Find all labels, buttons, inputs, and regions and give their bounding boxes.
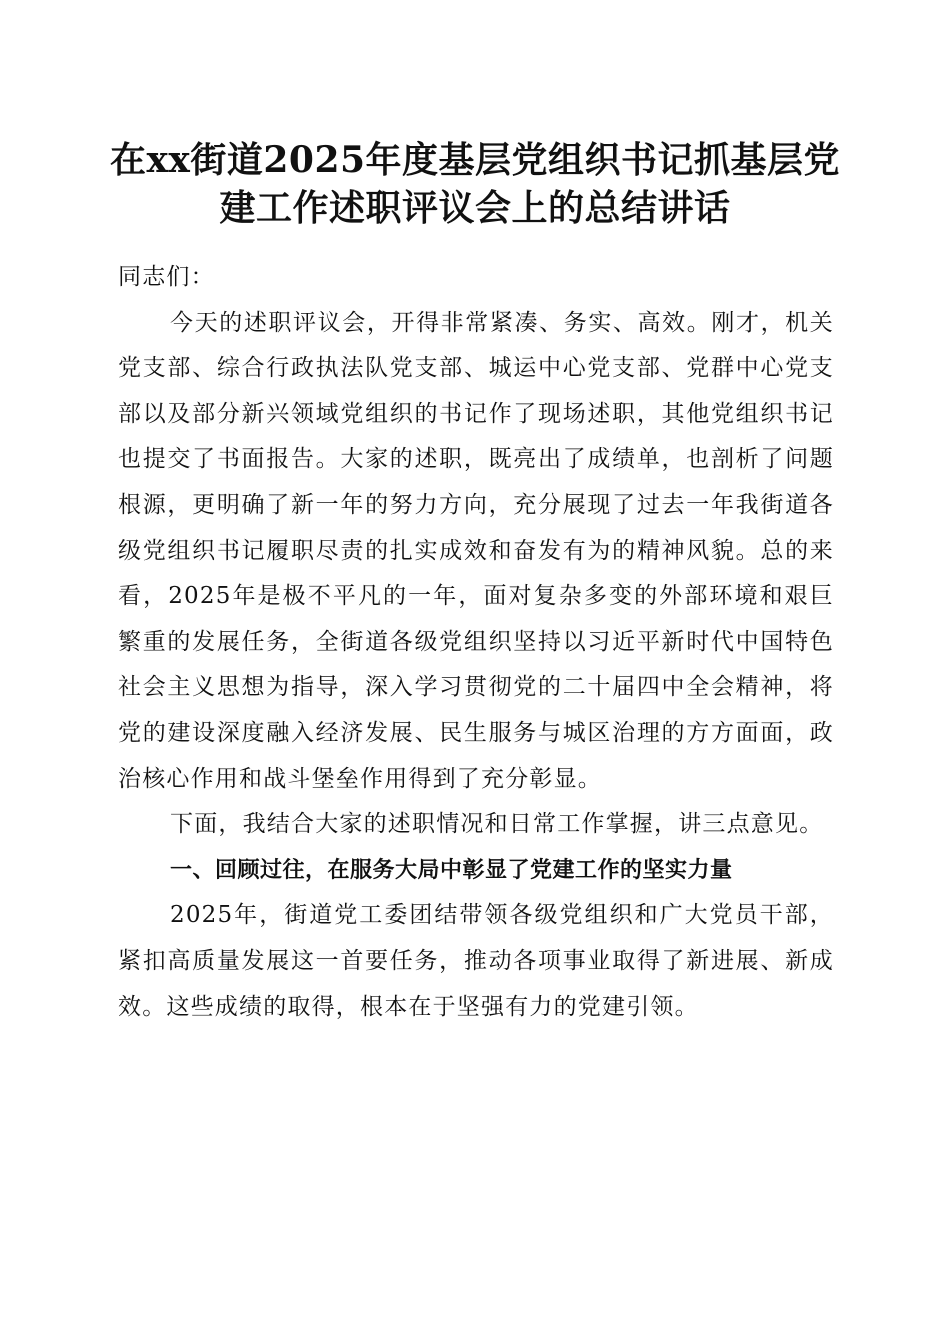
document-title [100, 136, 850, 232]
paragraph-opening: 今天的述职评议会，开得非常紧凑、务实、高效。刚才，机关党支部、综合行政执法队党支部、城运中心党支部、党群中心党支部以及部分新兴领域党组织的书记作了现场述职，其他党组织书记也提交了书面报告。大家的述职，既亮出了成绩单，也剖析了问题根源，更明确了新一年的努力方向，充分展现了过去一年我街道各级党组织书记履职尽责的扎实成效和奋发有为的精神风貌。总的来看，2025年是极不平凡的一年，面对复杂多变的外部环境和艰巨繁重的发展任务，全街道各级党组织坚持以习近平新时代中国特色社会主义思想为指导，深入学习贯彻党的二十届四中全会精神，将党的建设深度融入经济发展、民生服务与城区治理的方方面面，政治核心作用和战斗堡垒作用得到了充分彰显。 [118, 309, 834, 792]
document-body [118, 255, 834, 1030]
salutation: 同志们： [118, 264, 215, 290]
paragraph-outline: 下面，我结合大家的述职情况和日常工作掌握，讲三点意见。 [170, 811, 824, 838]
title-line-1: 在xx街道2025年度基层党组织书记抓基层党 [109, 139, 841, 181]
section-heading-1: 一、回顾过往，在服务大局中彰显了党建工作的坚实力量 [170, 857, 733, 883]
paragraph-section-1: 2025年，街道党工委团结带领各级党组织和广大党员干部，紧扣高质量发展这一首要任务，推动各项事业取得了新进展、新成效。这些成绩的取得，根本在于坚强有力的党建引领。 [118, 902, 834, 1020]
title-line-2: 建工作述职评议会上的总结讲话 [219, 187, 731, 229]
